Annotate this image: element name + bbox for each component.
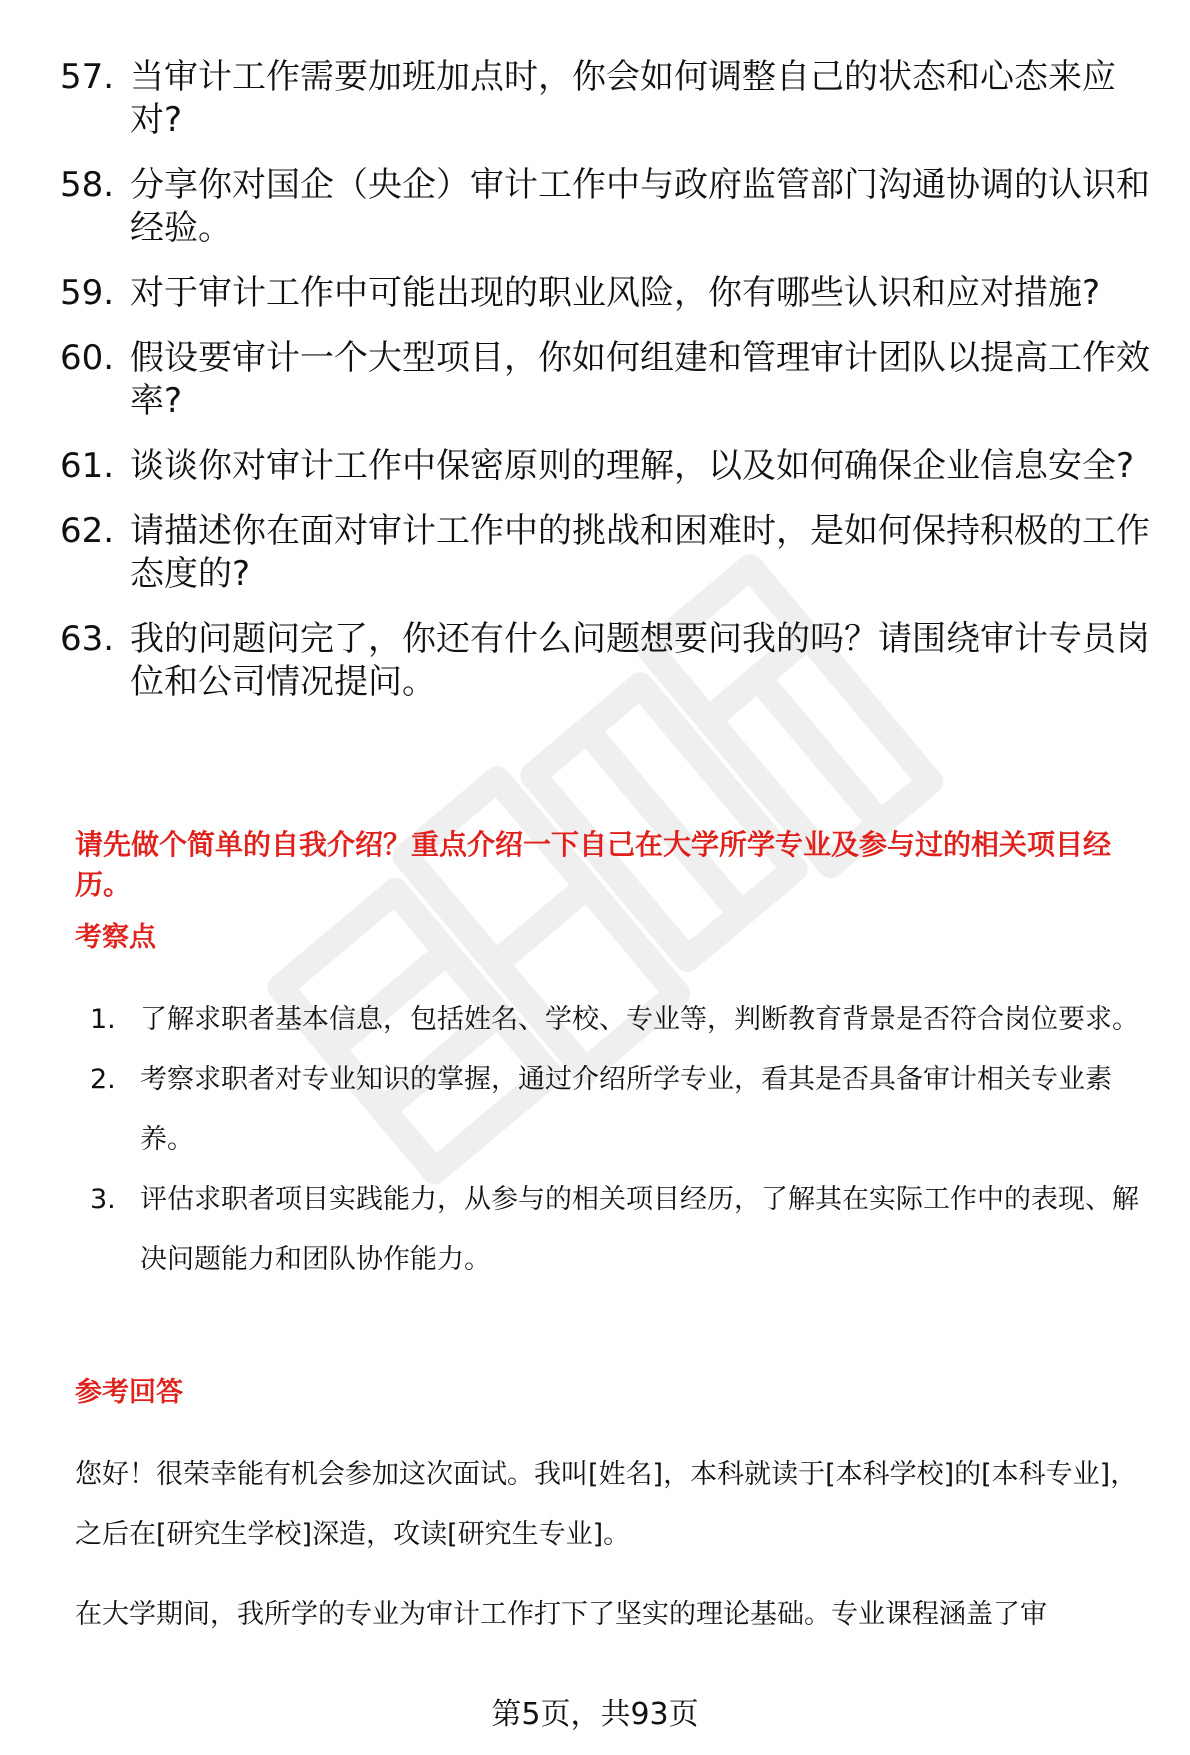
assessment-points-list: [80, 990, 1155, 1290]
answer-paragraph: 在大学期间，我所学的专业为审计工作打下了坚实的理论基础。专业课程涵盖了审: [75, 1599, 1047, 1630]
list-item: [60, 56, 1150, 142]
list-item: [60, 618, 1150, 704]
list-item: [60, 510, 1150, 596]
question-list: [60, 56, 1150, 726]
question-number: 63.: [60, 619, 115, 659]
list-item: [80, 1170, 1155, 1290]
featured-question-title: 请先做个简单的自我介绍？重点介绍一下自己在大学所学专业及参与过的相关项目经历。: [75, 828, 1112, 901]
question-text: 对于审计工作中可能出现的职业风险，你有哪些认识和应对措施?: [130, 273, 1101, 313]
question-text: 请描述你在面对审计工作中的挑战和困难时，是如何保持积极的工作态度的?: [130, 511, 1150, 594]
question-number: 59.: [60, 273, 115, 313]
question-number: 58.: [60, 165, 115, 205]
page-number: 第5页，共93页: [491, 1697, 699, 1732]
question-number: 62.: [60, 511, 115, 551]
assessment-heading: 考察点: [75, 922, 156, 953]
list-item: [60, 164, 1150, 250]
answer-heading: 参考回答: [75, 1377, 183, 1408]
point-text: 评估求职者项目实践能力，从参与的相关项目经历，了解其在实际工作中的表现、解决问题能力和团队协作能力。: [140, 1184, 1139, 1275]
point-number: 1.: [90, 1004, 116, 1035]
question-text: 分享你对国企（央企）审计工作中与政府监管部门沟通协调的认识和经验。: [130, 165, 1150, 248]
point-text: 考察求职者对专业知识的掌握，通过介绍所学专业，看其是否具备审计相关专业素养。: [140, 1064, 1112, 1155]
point-number: 3.: [90, 1184, 116, 1215]
question-text: 谈谈你对审计工作中保密原则的理解，以及如何确保企业信息安全?: [130, 446, 1135, 486]
list-item: [60, 445, 1150, 488]
list-item: [80, 1050, 1155, 1170]
list-item: [60, 337, 1150, 423]
question-text: 当审计工作需要加班加点时，你会如何调整自己的状态和心态来应对?: [130, 57, 1116, 140]
list-item: [80, 990, 1155, 1050]
question-number: 57.: [60, 57, 115, 97]
point-number: 2.: [90, 1064, 116, 1095]
question-text: 假设要审计一个大型项目，你如何组建和管理审计团队以提高工作效率?: [130, 338, 1150, 421]
point-text: 了解求职者基本信息，包括姓名、学校、专业等，判断教育背景是否符合岗位要求。: [140, 1004, 1139, 1035]
question-text: 我的问题问完了，你还有什么问题想要问我的吗？请围绕审计专员岗位和公司情况提问。: [130, 619, 1150, 702]
question-number: 60.: [60, 338, 115, 378]
question-number: 61.: [60, 446, 115, 486]
list-item: [60, 272, 1150, 315]
answer-paragraph: 您好！很荣幸能有机会参加这次面试。我叫[姓名]，本科就读于[本科学校]的[本科专业]，之后在[研究生学校]深造，攻读[研究生专业]。: [75, 1459, 1138, 1550]
